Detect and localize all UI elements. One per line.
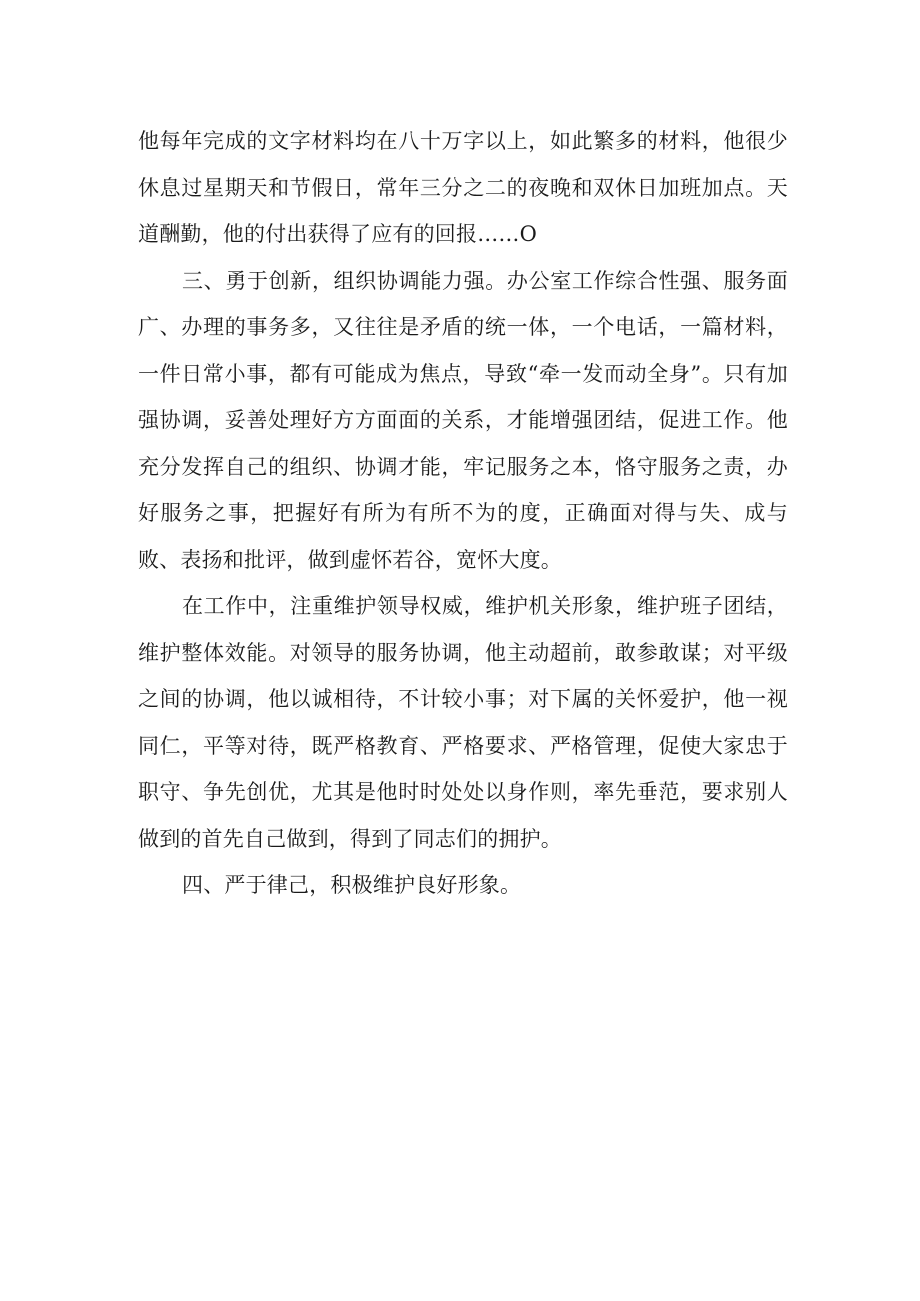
paragraph-2: 三、勇于创新，组织协调能力强。办公室工作综合性强、服务面广、办理的事务多，又往往是矛盾的统一体，一个电话，一篇材料，一件日常小事，都有可能成为焦点，导致“牵一发而动全身”。只有加强协调，妥善处理好方方面面的关系，才能增强团结，促进工作。他充分发挥自己的组织、协调才能，牢记服务之本，恪守服务之责，办好服务之事，把握好有所为有所不为的度，正确面对得与失、成与败、表扬和批评，做到虚怀若谷，宽怀大度。 (138, 268, 788, 572)
document-body (138, 118, 788, 909)
paragraph-3: 在工作中，注重维护领导权威，维护机关形象，维护班子团结，维护整体效能。对领导的服务协调，他主动超前，敢参敢谋；对平级之间的协调，他以诚相待，不计较小事；对下属的关怀爱护，他一视同仁，平等对待，既严格教育、严格要求、严格管理，促使大家忠于职守、争先创优，尤其是他时时处处以身作则，率先垂范，要求别人做到的首先自己做到，得到了同志们的拥护。 (138, 594, 788, 851)
paragraph-1: 他每年完成的文字材料均在八十万字以上，如此繁多的材料，他很少休息过星期天和节假日，常年三分之二的夜晚和双休日加班加点。天道酬勤，他的付出获得了应有的回报……O (138, 129, 788, 246)
paragraph-4: 四、严于律己，积极维护良好形象。 (182, 873, 522, 897)
